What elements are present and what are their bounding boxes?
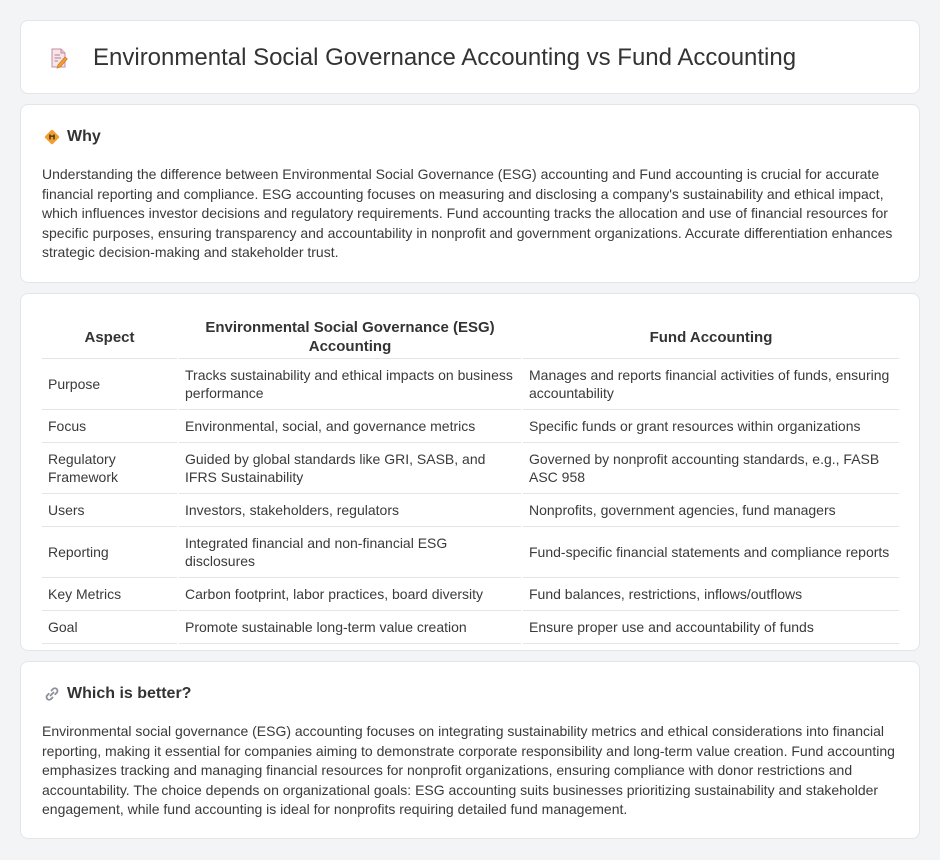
diamond-signpost-icon	[43, 128, 61, 146]
why-section	[20, 104, 920, 283]
row-fund-value: Specific funds or grant resources within organizations	[522, 410, 899, 443]
which-is-better-section	[20, 661, 920, 839]
row-aspect: Goal	[42, 611, 178, 644]
row-aspect: Users	[42, 494, 178, 527]
better-heading-label: Which is better?	[67, 685, 192, 702]
row-aspect: Reporting	[42, 527, 178, 578]
row-esg-value: Tracks sustainability and ethical impacts on business performance	[178, 359, 522, 410]
link-icon	[43, 685, 61, 703]
comparison-table	[42, 316, 899, 644]
row-esg-value: Carbon footprint, labor practices, board diversity	[178, 578, 522, 611]
row-aspect: Focus	[42, 410, 178, 443]
table-row	[42, 527, 899, 578]
better-paragraph: Environmental social governance (ESG) accounting focuses on integrating sustainability metrics and ethical considerations into financial reporting, making it essential for companies aiming to demonstrate corporate responsibility and long-term value creation. Fund accounting emphasizes tracking and managing financial resources for nonprofit organizations, ensuring compliance with donor restrictions and accountability. The choice depends on organizational goals: ESG accounting suits businesses prioritizing sustainability and stakeholder engagement, while fund accounting is ideal for nonprofits requiring detailed fund management.	[42, 723, 895, 818]
row-fund-value: Ensure proper use and accountability of funds	[522, 611, 899, 644]
row-esg-value: Integrated financial and non-financial ESG disclosures	[178, 527, 522, 578]
table-row	[42, 611, 899, 644]
row-fund-value: Fund balances, restrictions, inflows/outflows	[522, 578, 899, 611]
why-paragraph: Understanding the difference between Environmental Social Governance (ESG) accounting and Fund accounting is crucial for accurate financial reporting and compliance. ESG accounting focuses on measuring and disclosing a company's sustainability and ethical impact, which influences investor decisions and regulatory requirements. Fund accounting tracks the allocation and use of financial resources for specific purposes, ensuring transparency and accountability in nonprofit and government organizations. Accurate differentiation enhances strategic decision-making and stakeholder trust.	[42, 166, 893, 261]
document-edit-icon	[47, 46, 71, 70]
row-fund-value: Manages and reports financial activities of funds, ensuring accountability	[522, 359, 899, 410]
header-esg-accounting: Environmental Social Governance (ESG) Accounting	[178, 316, 522, 359]
row-fund-value: Nonprofits, government agencies, fund managers	[522, 494, 899, 527]
why-heading-label: Why	[67, 128, 101, 145]
row-esg-value: Environmental, social, and governance metrics	[178, 410, 522, 443]
better-heading	[43, 684, 191, 704]
row-esg-value: Promote sustainable long-term value creation	[178, 611, 522, 644]
table-row	[42, 443, 899, 494]
table-row	[42, 359, 899, 410]
row-aspect: Purpose	[42, 359, 178, 410]
comparison-table-section	[20, 293, 920, 651]
row-aspect: Regulatory Framework	[42, 443, 178, 494]
row-aspect: Key Metrics	[42, 578, 178, 611]
header-card	[20, 20, 920, 94]
row-esg-value: Investors, stakeholders, regulators	[178, 494, 522, 527]
table-row	[42, 578, 899, 611]
row-fund-value: Fund-specific financial statements and compliance reports	[522, 527, 899, 578]
table-row	[42, 494, 899, 527]
page-title: Environmental Social Governance Accounting vs Fund Accounting	[93, 44, 797, 71]
table-row	[42, 410, 899, 443]
row-esg-value: Guided by global standards like GRI, SASB, and IFRS Sustainability	[178, 443, 522, 494]
table-header-row	[42, 316, 899, 359]
why-heading	[43, 127, 101, 147]
header-aspect: Aspect	[42, 316, 178, 359]
header-fund-accounting: Fund Accounting	[522, 316, 899, 359]
row-fund-value: Governed by nonprofit accounting standards, e.g., FASB ASC 958	[522, 443, 899, 494]
